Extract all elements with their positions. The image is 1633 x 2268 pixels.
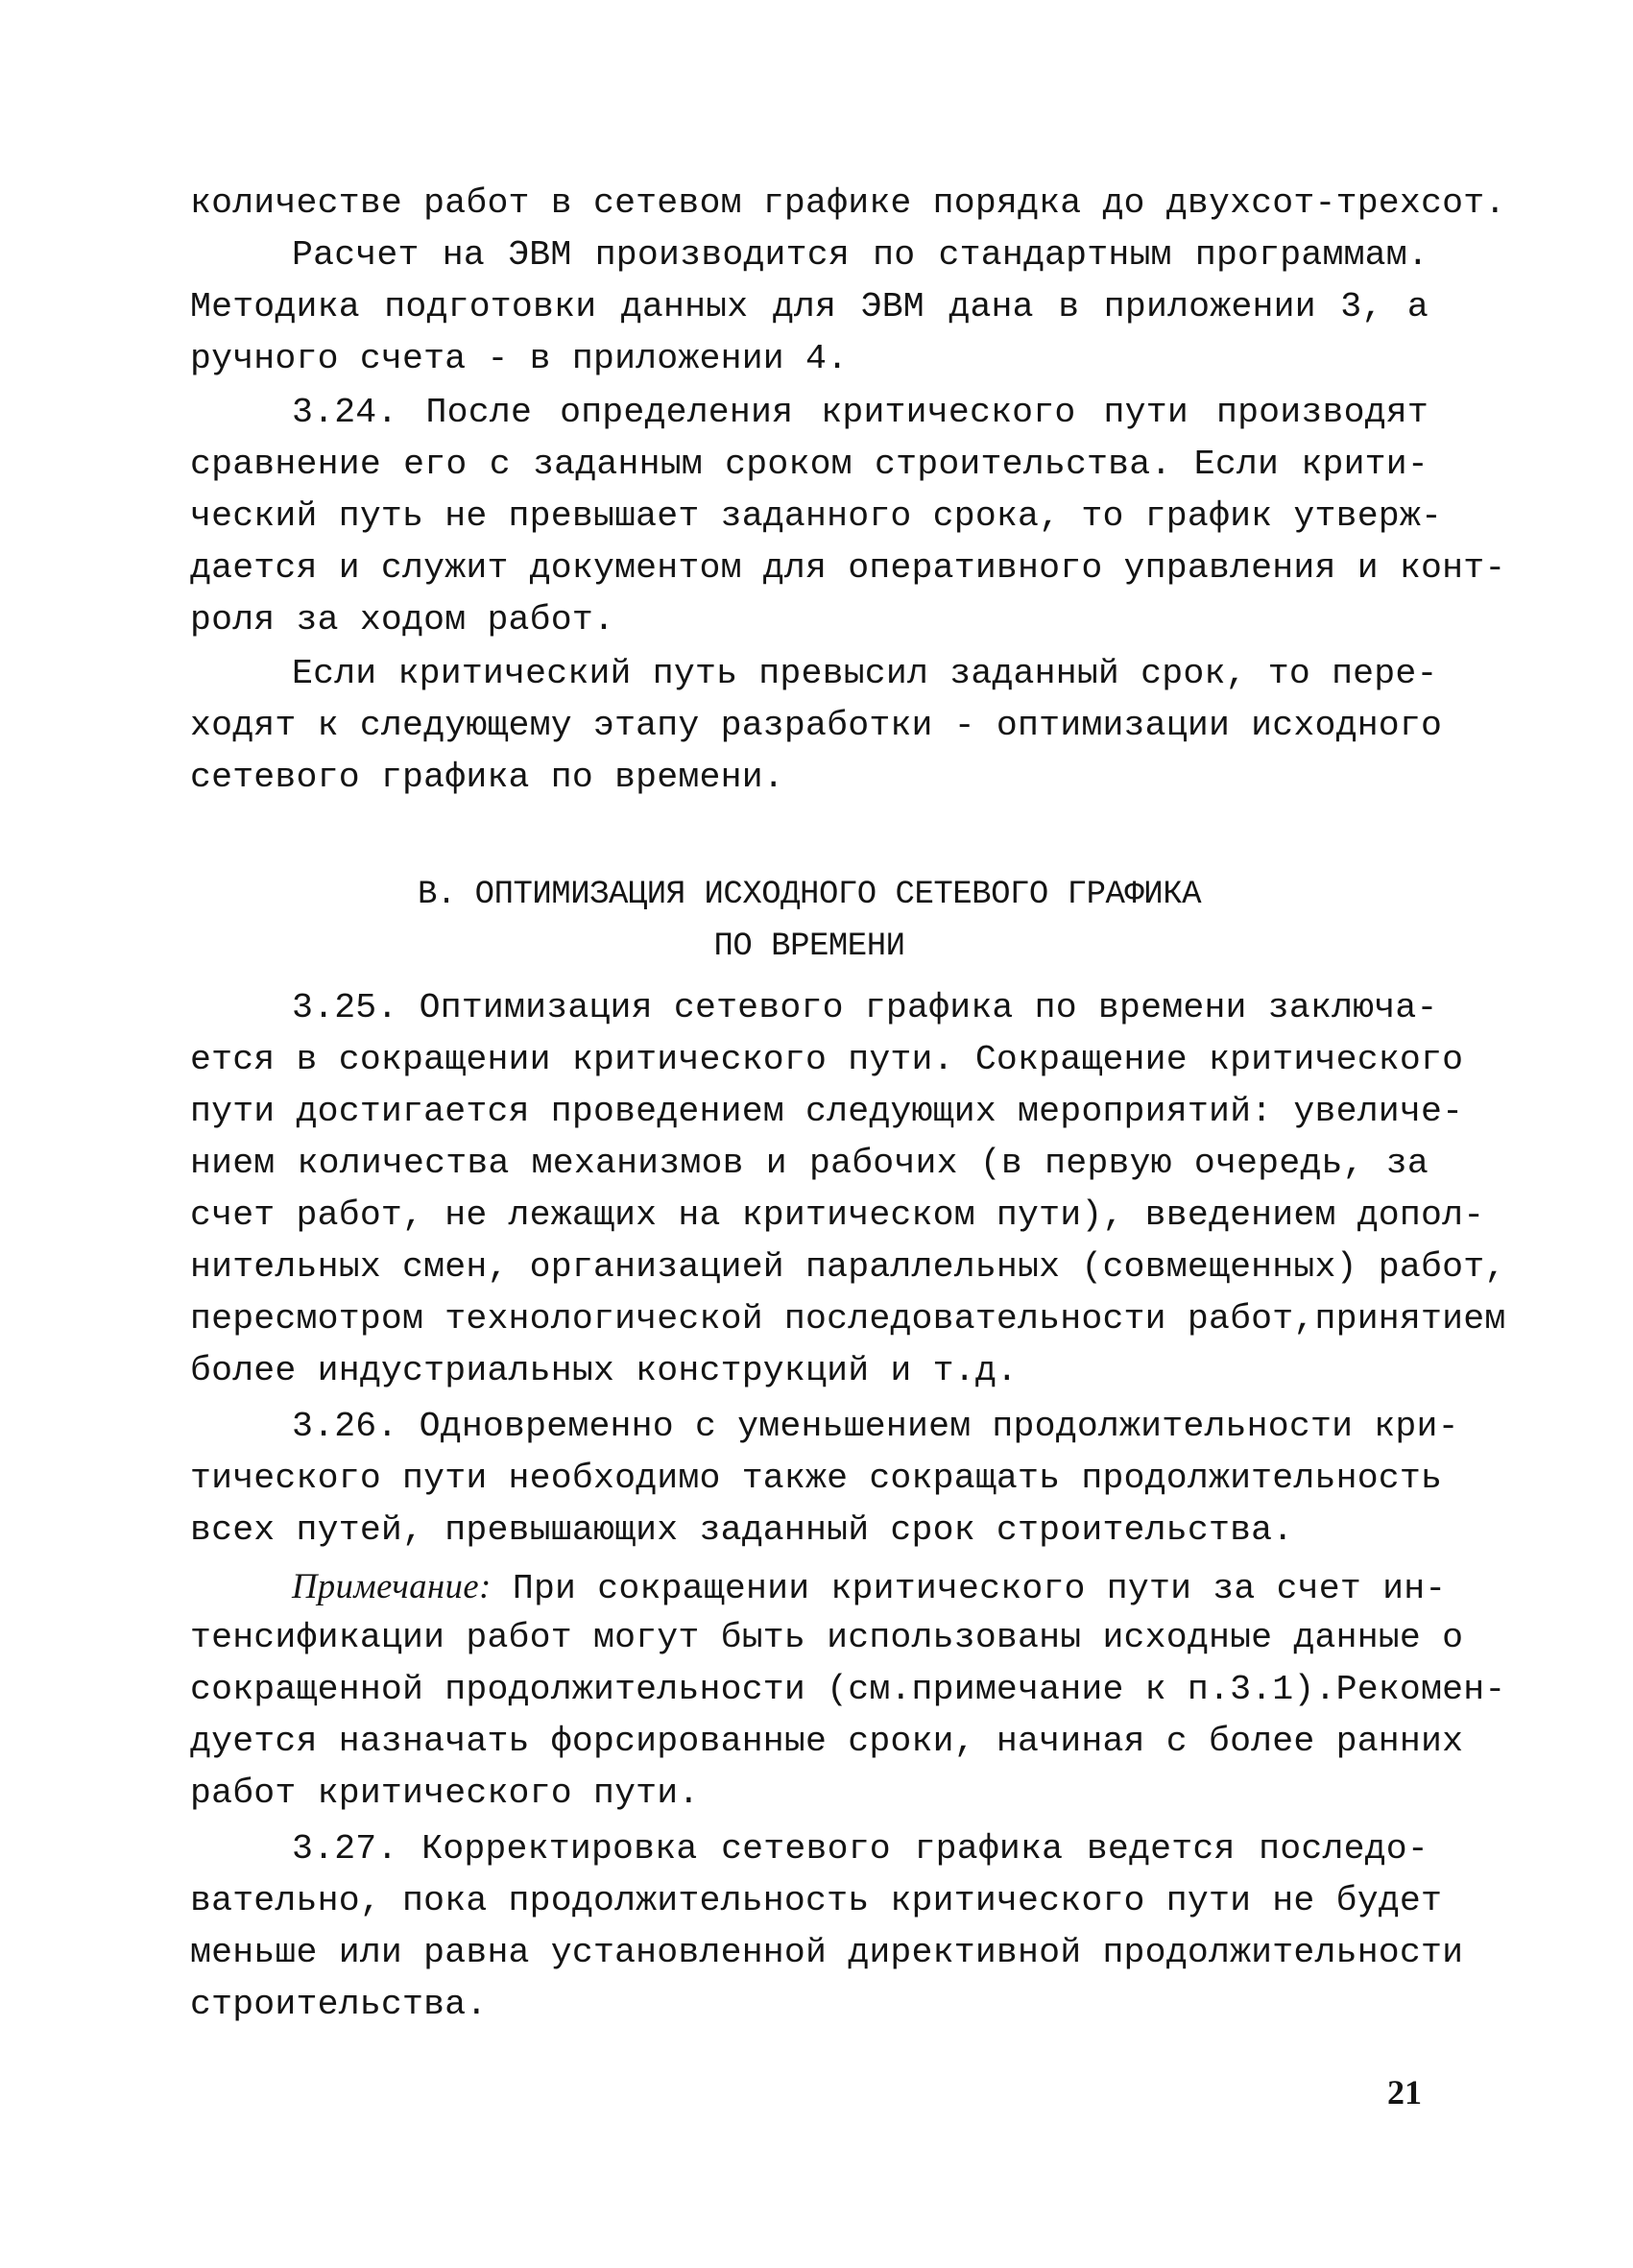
text-line: ческий путь не превышает заданного срока, то график утверж- bbox=[190, 496, 1443, 536]
text-line: сетевого графика по времени. bbox=[190, 758, 784, 797]
text-line: более индустриальных конструкций и т.д. bbox=[190, 1351, 1019, 1390]
text-line: пути достигается проведением следующих мероприятий: увеличе- bbox=[190, 1092, 1464, 1131]
text-line: Методика подготовки данных для ЭВМ дана в приложении 3, а bbox=[190, 287, 1429, 326]
page-number: 21 bbox=[1387, 2073, 1422, 2111]
note-label: Примечание: bbox=[292, 1566, 492, 1605]
paragraph-3-26-start: 3.26. Одновременно с уменьшением продолжительности кри- bbox=[292, 1407, 1459, 1446]
text-line: тенсификации работ могут быть использованы исходные данные о bbox=[190, 1618, 1464, 1657]
note-text: При сокращении критического пути за счет ин- bbox=[491, 1569, 1447, 1608]
text-line: тического пути необходимо также сокращать продолжительность bbox=[190, 1459, 1443, 1498]
text-line: ходят к следующему этапу разработки - оптимизации исходного bbox=[190, 706, 1443, 745]
text-line: пересмотром технологической последовательности работ,принятием bbox=[190, 1299, 1506, 1339]
section-heading: В. ОПТИМИЗАЦИЯ ИСХОДНОГО СЕТЕВОГО ГРАФИКА bbox=[417, 877, 1202, 913]
text-line: работ критического пути. bbox=[190, 1773, 700, 1813]
text-line: всех путей, превышающих заданный срок строительства. bbox=[190, 1510, 1294, 1550]
text-line: роля за ходом работ. bbox=[190, 600, 615, 639]
text-line: дуется назначать форсированные сроки, начиная с более ранних bbox=[190, 1722, 1464, 1761]
text-line: количестве работ в сетевом графике порядка до двухсот-трехсот. bbox=[190, 183, 1506, 223]
paragraph-3-25-start: 3.25. Оптимизация сетевого графика по времени заключа- bbox=[292, 988, 1438, 1027]
text-line: Если критический путь превысил заданный срок, то пере- bbox=[292, 654, 1438, 693]
text-line: сравнение его с заданным сроком строительства. Если крити- bbox=[190, 445, 1429, 484]
text-line: счет работ, не лежащих на критическом пути), введением допол- bbox=[190, 1195, 1485, 1235]
text-line: вательно, пока продолжительность критического пути не будет bbox=[190, 1881, 1443, 1920]
note-first-line bbox=[292, 1565, 1447, 1610]
text-line: нием количества механизмов и рабочих (в первую очередь, за bbox=[190, 1144, 1429, 1183]
text-line: ручного счета - в приложении 4. bbox=[190, 339, 849, 378]
section-heading-continued: ПО ВРЕМЕНИ bbox=[713, 929, 905, 965]
text-line: строительства. bbox=[190, 1985, 488, 2024]
text-line: дается и служит документом для оперативного управления и конт- bbox=[190, 548, 1506, 588]
paragraph-3-27-start: 3.27. Корректировка сетевого графика ведется последо- bbox=[292, 1829, 1429, 1869]
text-line: Расчет на ЭВМ производится по стандартным программам. bbox=[292, 235, 1429, 275]
paragraph-3-24-start: 3.24. После определения критического пути производят bbox=[292, 393, 1429, 432]
text-line: меньше или равна установленной директивной продолжительности bbox=[190, 1933, 1464, 1972]
text-line: ется в сокращении критического пути. Сокращение критического bbox=[190, 1040, 1464, 1079]
text-line: сокращенной продолжительности (см.примечание к п.3.1).Рекомен- bbox=[190, 1670, 1506, 1709]
text-line: нительных смен, организацией параллельных (совмещенных) работ, bbox=[190, 1247, 1506, 1287]
